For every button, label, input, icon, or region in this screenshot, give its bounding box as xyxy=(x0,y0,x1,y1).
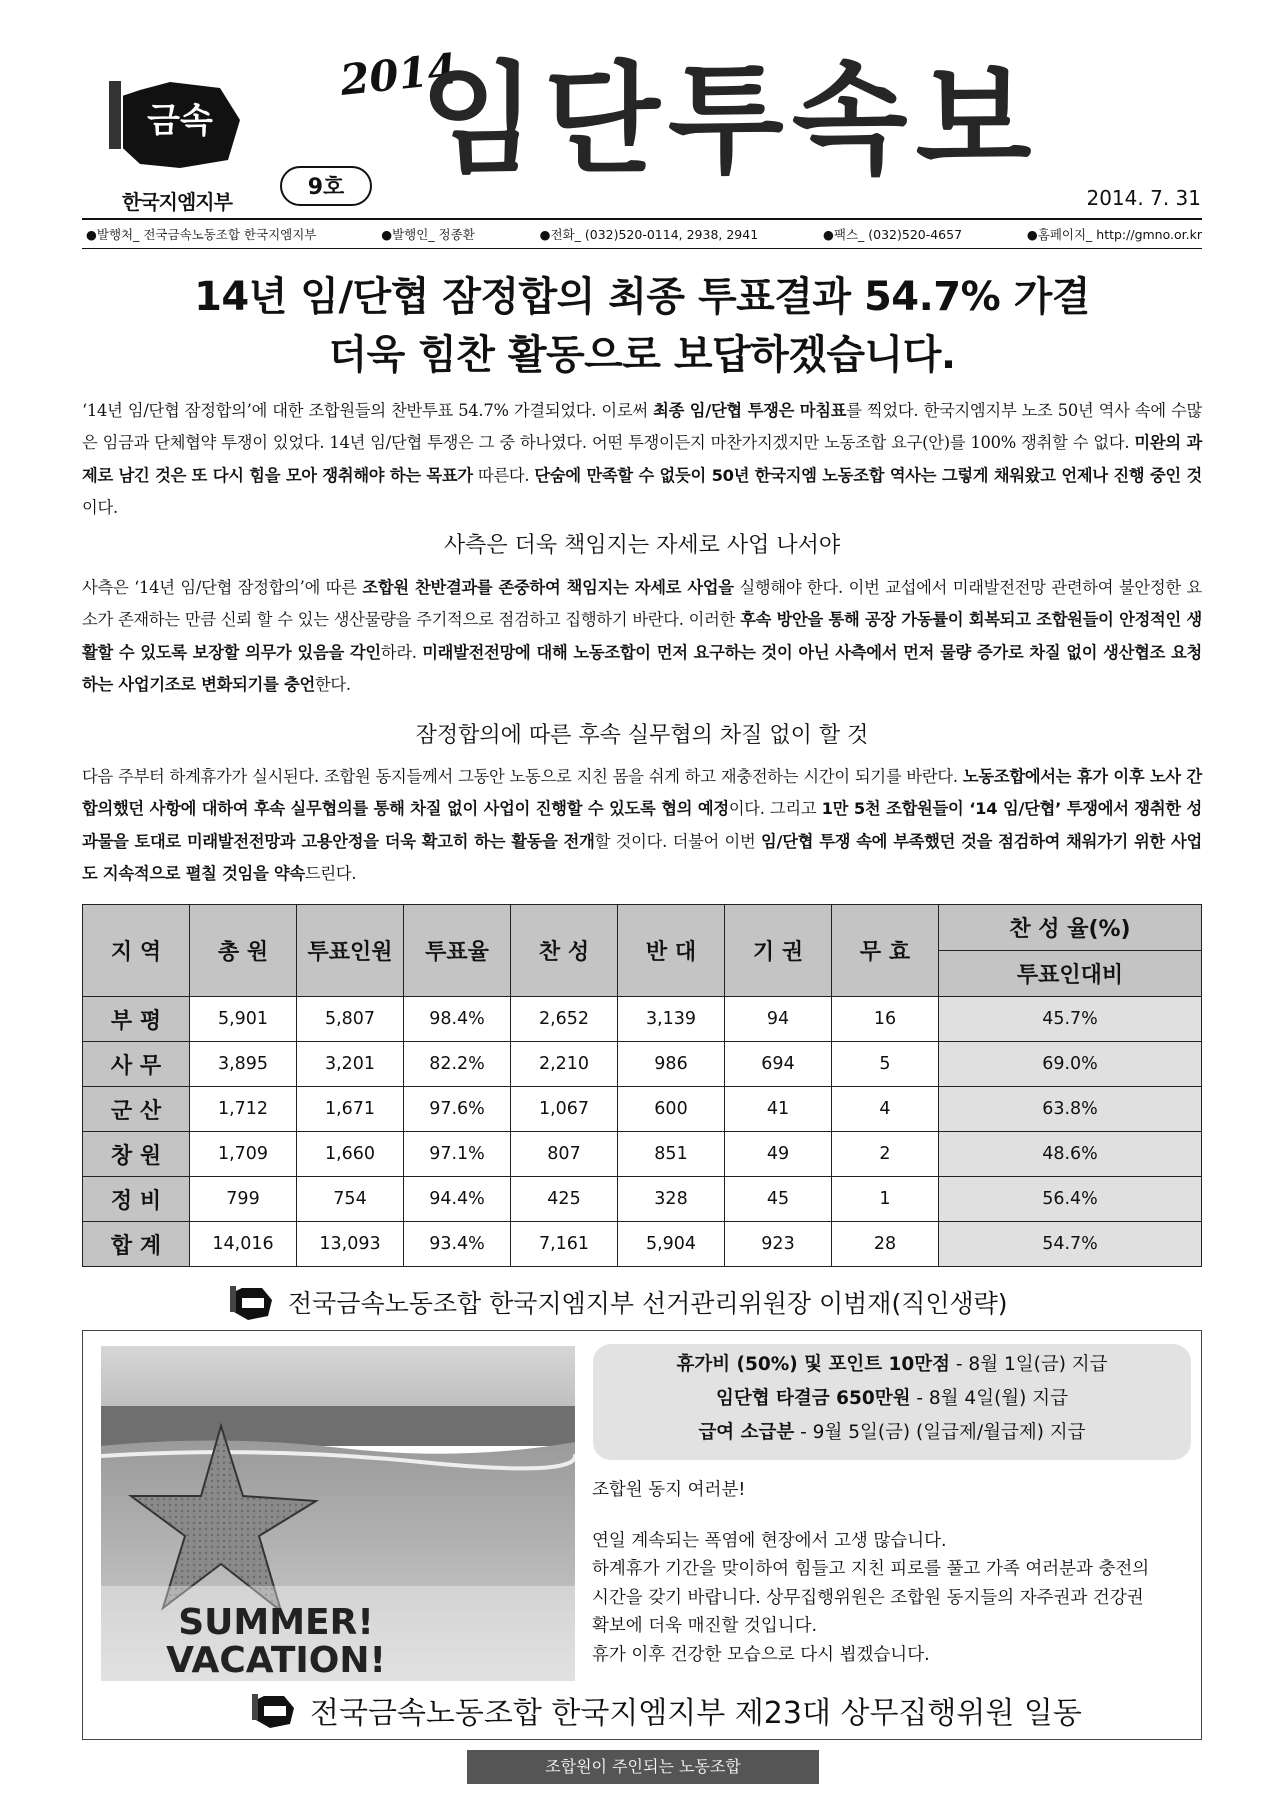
section2-heading: 사측은 더욱 책임지는 자세로 사업 나서야 xyxy=(443,533,841,558)
table-cell: 1,712 xyxy=(190,1087,297,1132)
region-cell: 사 무 xyxy=(83,1042,190,1087)
table-cell: 28 xyxy=(832,1222,939,1267)
table-cell: 1,709 xyxy=(190,1132,297,1177)
publication-date: 2014. 7. 31 xyxy=(1086,186,1201,210)
union-logo-icon xyxy=(250,1690,296,1730)
table-cell: 5,904 xyxy=(618,1222,725,1267)
table-cell: 754 xyxy=(297,1177,404,1222)
signature-line xyxy=(250,1688,1190,1732)
table-row xyxy=(83,997,1202,1042)
issuer: ●발행인_ 정종환 xyxy=(381,227,475,242)
table-cell: 600 xyxy=(618,1087,725,1132)
table-cell: 3,201 xyxy=(297,1042,404,1087)
table-cell: 425 xyxy=(511,1177,618,1222)
table-cell: 49 xyxy=(725,1132,832,1177)
table-cell: 45 xyxy=(725,1177,832,1222)
col-header: 총 원 xyxy=(190,905,297,997)
table-cell: 807 xyxy=(511,1132,618,1177)
election-chair-text: 전국금속노동조합 한국지엠지부 선거관리위원장 이범재(직인생략) xyxy=(288,1289,1008,1318)
table-row xyxy=(83,1087,1202,1132)
letter-line: 하계휴가 기간을 맞이하여 힘들고 지친 피로를 풀고 가족 여러분과 충전의 xyxy=(592,1559,1150,1579)
table-row xyxy=(83,1132,1202,1177)
table-row xyxy=(83,1042,1202,1087)
vacation-text: VACATION! xyxy=(166,1640,386,1681)
table-cell: 69.0% xyxy=(939,1042,1202,1087)
homepage: ●홈페이지_ http://gmno.or.kr xyxy=(1026,227,1202,242)
table-cell: 48.6% xyxy=(939,1132,1202,1177)
table-cell: 94.4% xyxy=(404,1177,511,1222)
table-cell: 97.1% xyxy=(404,1132,511,1177)
table-cell: 1 xyxy=(832,1177,939,1222)
phone: ●전화_ (032)520-0114, 2938, 2941 xyxy=(539,227,759,242)
table-cell: 98.4% xyxy=(404,997,511,1042)
table-cell: 45.7% xyxy=(939,997,1202,1042)
signature-text: 전국금속노동조합 한국지엠지부 제23대 상무집행위원 일동 xyxy=(310,1696,1082,1731)
table-cell: 4 xyxy=(832,1087,939,1132)
table-cell: 7,161 xyxy=(511,1222,618,1267)
table-cell: 5,901 xyxy=(190,997,297,1042)
section2-paragraph: 사측은 ‘14년 임/단협 잠정합의’에 따른 조합원 찬반결과를 존중하여 책임지는 자세로 사업을 실행해야 한다. 이번 교섭에서 미래발전전망 관련하여 불안정한 요소가 존재하는 만큼 신뢰 할 수 있는 생산물량을 주기적으로 점검하고 집행하기 바란다. 이러한 후속 방안을 통해 공장 가동률이 회복되고 조합원들이 안정적인 생활할 수 있도록 보장할 의무가 있음을 각인하라. 미래발전전망에 대해 노동조합이 먼저 요구하는 것이 아닌 사측에서 먼저 물량 증가로 차질 없이 생산협조 요청하는 사업기조로 변화되기를 충언한다. xyxy=(82,578,1203,695)
table-cell: 923 xyxy=(725,1222,832,1267)
union-logo xyxy=(100,60,248,180)
notice-line: 급여 소급분 - 9월 5일(금) (일급제/월급제) 지급 xyxy=(698,1422,1086,1443)
col-header-rate: 찬 성 율(%) xyxy=(939,905,1202,951)
letter-line: 확보에 더욱 매진할 것입니다. xyxy=(592,1616,818,1636)
region-cell: 군 산 xyxy=(83,1087,190,1132)
top-rule xyxy=(82,218,1202,220)
table-cell: 54.7% xyxy=(939,1222,1202,1267)
table-cell: 3,139 xyxy=(618,997,725,1042)
table-cell: 14,016 xyxy=(190,1222,297,1267)
logo-text: 금속 xyxy=(147,101,213,141)
table-cell: 63.8% xyxy=(939,1087,1202,1132)
payment-schedule-notice xyxy=(593,1344,1191,1460)
vote-results-table xyxy=(82,904,1202,1267)
summer-text: SUMMER! xyxy=(178,1602,374,1643)
bottom-rule xyxy=(82,248,1202,249)
col-header: 찬 성 xyxy=(511,905,618,997)
region-cell: 합 계 xyxy=(83,1222,190,1267)
col-header: 무 효 xyxy=(832,905,939,997)
col-header: 지 역 xyxy=(83,905,190,997)
table-cell: 41 xyxy=(725,1087,832,1132)
summer-vacation-image xyxy=(101,1346,575,1681)
table-cell: 5,807 xyxy=(297,997,404,1042)
col-header: 투표율 xyxy=(404,905,511,997)
table-row xyxy=(83,1222,1202,1267)
letter-line: 연일 계속되는 폭염에 현장에서 고생 많습니다. xyxy=(592,1530,947,1551)
headline xyxy=(82,268,1202,384)
masthead-title: 임단투속보 xyxy=(420,49,1040,190)
region-cell: 창 원 xyxy=(83,1132,190,1177)
table-cell: 1,660 xyxy=(297,1132,404,1177)
table-cell: 3,895 xyxy=(190,1042,297,1087)
table-cell: 13,093 xyxy=(297,1222,404,1267)
table-cell: 5 xyxy=(832,1042,939,1087)
col-header: 투표인원 xyxy=(297,905,404,997)
intro-paragraph: ‘14년 임/단협 잠정합의’에 대한 조합원들의 찬반투표 54.7% 가결되었다. 이로써 최종 임/단협 투쟁은 마침표를 찍었다. 한국지엠지부 노조 50년 역사 속에 수많은 임금과 단체협약 투쟁이 있었다. 14년 임/단협 투쟁은 그 중 하나였다. 어떤 투쟁이든지 마찬가지겠지만 노동조합 요구(안)를 100% 쟁취할 수 없다. 미완의 과제로 남긴 것은 또 다시 힘을 모아 쟁취해야 하는 목표가 따른다. 단숨에 만족할 수 없듯이 50년 한국지엠 노동조합 역사는 그렇게 채워왔고 언제나 진행 중인 것이다. xyxy=(82,401,1202,518)
org-name: 한국지엠지부 xyxy=(122,190,232,214)
letter-to-members xyxy=(592,1476,1196,1669)
col-header: 기 권 xyxy=(725,905,832,997)
letter-line: 휴가 이후 건강한 모습으로 다시 뵙겠습니다. xyxy=(592,1644,930,1665)
region-cell: 정 비 xyxy=(83,1177,190,1222)
masthead-year: 2014 xyxy=(337,44,460,105)
table-cell: 94 xyxy=(725,997,832,1042)
union-logo-icon xyxy=(228,1282,274,1322)
publisher-info-bar xyxy=(86,222,1202,246)
notice-line: 휴가비 (50%) 및 포인트 10만점 - 8월 1일(금) 지급 xyxy=(676,1354,1108,1375)
col-subheader-rate: 투표인대비 xyxy=(939,951,1202,997)
table-cell: 986 xyxy=(618,1042,725,1087)
table-cell: 1,671 xyxy=(297,1087,404,1132)
table-cell: 328 xyxy=(618,1177,725,1222)
region-cell: 부 평 xyxy=(83,997,190,1042)
letter-greeting: 조합원 동지 여러분! xyxy=(592,1480,746,1500)
table-cell: 2,210 xyxy=(511,1042,618,1087)
table-cell: 93.4% xyxy=(404,1222,511,1267)
notice-line: 임단협 타결금 650만원 - 8월 4일(월) 지급 xyxy=(716,1388,1068,1409)
election-chair-line xyxy=(228,1282,1228,1322)
fax: ●팩스_ (032)520-4657 xyxy=(822,227,963,242)
table-cell: 2,652 xyxy=(511,997,618,1042)
letter-line: 시간을 갖기 바랍니다. 상무집행위원은 조합원 동지들의 자주권과 건강권 xyxy=(592,1587,1144,1608)
section3-paragraph: 다음 주부터 하계휴가가 실시된다. 조합원 동지들께서 그동안 노동으로 지친 몸을 쉬게 하고 재충전하는 시간이 되기를 바란다. 노동조합에서는 휴가 이후 노사 간 합의했던 사항에 대하여 후속 실무협의를 통해 차질 없이 사업이 진행할 수 있도록 협의 예정이다. 그리고 1만 5천 조합원들이 ‘14 임/단협’ 투쟁에서 쟁취한 성과물을 토대로 미래발전전망과 고용안정을 더욱 확고히 하는 활동을 전개할 것이다. 더불어 이번 임/단협 투쟁 속에 부족했던 것을 점검하여 채워가기 위한 사업도 지속적으로 펼칠 것임을 약속드린다. xyxy=(82,767,1202,884)
table-cell: 97.6% xyxy=(404,1087,511,1132)
footer-slogan: 조합원이 주인되는 노동조합 xyxy=(467,1750,819,1784)
section3-heading: 잠정합의에 따른 후속 실무협의 차질 없이 할 것 xyxy=(415,723,869,748)
table-cell: 16 xyxy=(832,997,939,1042)
table-cell: 694 xyxy=(725,1042,832,1087)
table-cell: 82.2% xyxy=(404,1042,511,1087)
table-cell: 2 xyxy=(832,1132,939,1177)
table-row xyxy=(83,1177,1202,1222)
table-cell: 799 xyxy=(190,1177,297,1222)
table-cell: 56.4% xyxy=(939,1177,1202,1222)
table-cell: 1,067 xyxy=(511,1087,618,1132)
publisher: ●발행처_ 전국금속노동조합 한국지엠지부 xyxy=(86,227,317,242)
issue-number: 9호 xyxy=(280,166,372,206)
table-cell: 851 xyxy=(618,1132,725,1177)
col-header: 반 대 xyxy=(618,905,725,997)
headline-line1: 14년 임/단협 잠정합의 최종 투표결과 54.7% 가결 xyxy=(194,274,1090,320)
headline-line2: 더욱 힘찬 활동으로 보답하겠습니다. xyxy=(328,332,956,378)
